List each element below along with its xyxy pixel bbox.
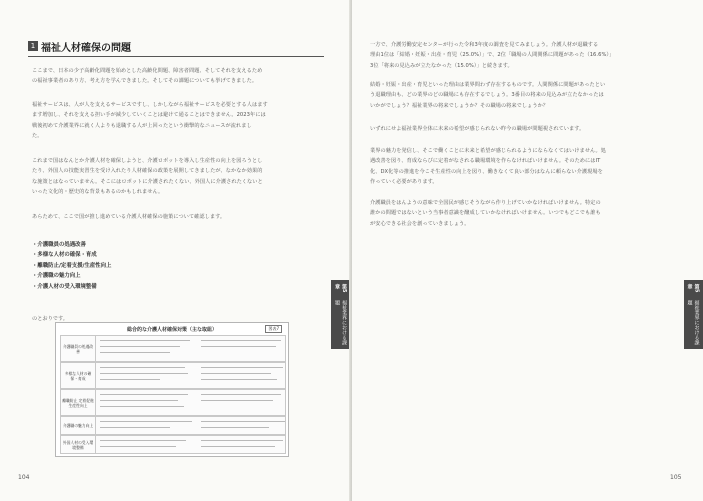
page-number-left: 104 [18, 474, 30, 481]
text-line [201, 446, 275, 447]
policy-table [55, 322, 289, 457]
policy-list [32, 240, 232, 292]
text-line: 介護職員をはんようの意味で全国民が感じそうながら作り上げていかなければいけません。特定の [370, 200, 601, 206]
text-line [201, 421, 285, 422]
table-cell [96, 390, 285, 415]
table-cell [96, 436, 285, 453]
list-item: ・介護人材の受入環境整備 [32, 283, 97, 290]
text-line [201, 440, 283, 441]
text-line [201, 394, 281, 395]
text-line [201, 346, 276, 347]
text-line: いった文化的・歴史的な背景もあるのかもしれません。 [32, 189, 164, 196]
table-cell [96, 336, 285, 361]
text-line [100, 400, 178, 401]
text-line: な施策とはなっていません。そこにはロボットに介護されたくない、外国人に介護されたくないと [32, 178, 263, 185]
text-line [100, 379, 160, 380]
list-item: ・介護職員の処遇改善 [32, 242, 86, 248]
text-line [100, 352, 170, 353]
text-line: これまで国はなんとか介護人材を確保しようと、介護ロボットを導入し生産性の向上を図ろうとし [32, 158, 263, 164]
text-line: ここまで、日本の少子高齢化問題を始めとした高齢化問題、障害者問題、そしてそれを支えるため [32, 68, 263, 74]
text-line: の福祉事業者のあり方、考え方を学んできました。そしてその課題についても挙げてきました。 [32, 78, 258, 85]
text-line [100, 421, 192, 422]
text-line [201, 367, 283, 368]
paragraph-survey [370, 40, 675, 71]
text-line [100, 406, 184, 407]
list-item: ・離職防止/定着支援/生産性向上 [32, 262, 112, 269]
list-item: ・介護職の魅力向上 [32, 273, 81, 280]
text-line [100, 446, 176, 447]
text-line [100, 427, 170, 428]
chapter-tab-right [684, 280, 703, 349]
paragraph-intro [32, 66, 332, 87]
text-line [201, 340, 281, 341]
text-line [201, 379, 277, 380]
section-heading [28, 39, 324, 53]
chapter-number: 第5章 [686, 284, 700, 293]
text-line: 作っていく必要があります。 [370, 179, 438, 186]
table-title: 総合的な介護人材確保対策（主な取組） [126, 327, 217, 333]
text-line: 福祉サービスは、人が人を支えるサービスですし、しかしながら福祉サービスを必要とする人はます [32, 102, 268, 108]
text-line [201, 427, 269, 428]
table-row [60, 335, 286, 362]
paragraph-action [370, 146, 675, 188]
left-page [0, 0, 351, 501]
section-title: 福祉人材確保の問題 [41, 42, 131, 54]
table-row-label: 離職防止 定着促進 生産性向上 [61, 390, 96, 415]
paragraph-closing [370, 198, 675, 229]
table-cell [96, 363, 285, 388]
text-line: 業界の魅力を発信し、そこで働くことに未来と希望が感じられるようにならなくてはいけません。処 [370, 148, 606, 154]
paragraph-policy [32, 156, 332, 198]
table-row-label: 介護職員の処遇改善 [61, 336, 96, 361]
paragraph-confirm [32, 212, 332, 222]
page-number-right: 105 [670, 474, 682, 481]
text-line: 遇改善を図り、育成ならびに定着がなされる職場環境を作らなければいけません。そのためにはIT [370, 158, 601, 165]
text-line [201, 400, 273, 401]
list-item: ・多様な人材の確保・育成 [32, 252, 97, 259]
text-line: 化、DX化等の推進を今こそ生産性の向上を図り、働きなくて良い部分はなんに頼らない介護現場を [370, 168, 603, 175]
table-tag: 図表7 [265, 325, 282, 333]
text-line: 戦後初めて介護業界に就く人よりも退職する人が上回ったという衝撃的なニュースが流れまし [32, 122, 252, 129]
text-line: たり、外国人の技能実習生を受け入れたり人材確保の政策を展開してきましたが、なかなか効果的 [32, 168, 263, 175]
paragraph-reasons [370, 80, 675, 111]
table-cell [96, 417, 285, 434]
section-number: 1 [28, 41, 38, 51]
text-line [100, 340, 190, 341]
table-row [60, 435, 286, 454]
text-line: 誰かの問題ではないという当事者意識を醸成していかなければいけません。いつでもどこでも誰も [370, 210, 601, 217]
text-line [100, 440, 186, 441]
text-line: ます増加し、それを支える担い手が減少していくことは避けて通ることはできません。2023年には [32, 112, 266, 119]
text-line: あらためて、ここで国が推し進めている介護人材確保の施策について確認します。 [32, 214, 226, 220]
table-row [60, 416, 286, 435]
text-line: 一方で、介護労働安定センターが行った令和3年度の調査を見てみましょう。介護人材が退職する [370, 42, 599, 48]
chapter-number: 第5章 [334, 284, 347, 293]
table-row [60, 389, 286, 416]
table-intro: のとおりです。 [32, 316, 68, 322]
text-line: が安心できる社会を創っていきましょう。 [370, 220, 470, 227]
text-line [100, 394, 188, 395]
text-line: いかがでしょう？福祉業界の将来でしょうか？その職場の将来でしょうか？ [370, 102, 549, 109]
section-rule [28, 56, 324, 57]
text-line [100, 367, 185, 368]
text-line: 3位「将来の見込みが立たなかった（15.0%）」と続きます。 [370, 62, 513, 69]
chapter-label: 福祉業界における課題 [334, 300, 347, 346]
paragraph-hope [370, 124, 675, 134]
table-row [60, 362, 286, 389]
text-line: た。 [32, 133, 43, 140]
text-line: う退職理由も、どの業界のどの職場にも存在するでしょう。3番目の将来の見込みが立たなかったは [370, 92, 604, 99]
chapter-label: 福祉業界における課題 [686, 300, 700, 346]
text-line: 結婚・妊娠・出産・育児といった理由は業界問わず存在するものです。人間関係に問題があったとい [370, 82, 606, 88]
text-line: いずれにせよ福祉業界全体に未来の希望が感じられない昨今の職場が問題視されています。 [370, 126, 585, 132]
text-line: 理由1位は「結婚・妊娠・出産・育児（25.0%）」で、2位「職場の人間関係に問題があった（16.6%）」 [370, 52, 615, 59]
text-line [201, 373, 271, 374]
chapter-tab-left [331, 280, 351, 349]
table-row-label: 介護職の魅力向上 [61, 417, 96, 434]
right-page [352, 0, 703, 501]
paragraph-welfare [32, 100, 332, 142]
text-line [100, 346, 180, 347]
table-row-label: 多様な人材の確保・育成 [61, 363, 96, 388]
text-line [100, 373, 188, 374]
table-row-label: 外国人材の受入環境整備 [61, 436, 96, 453]
